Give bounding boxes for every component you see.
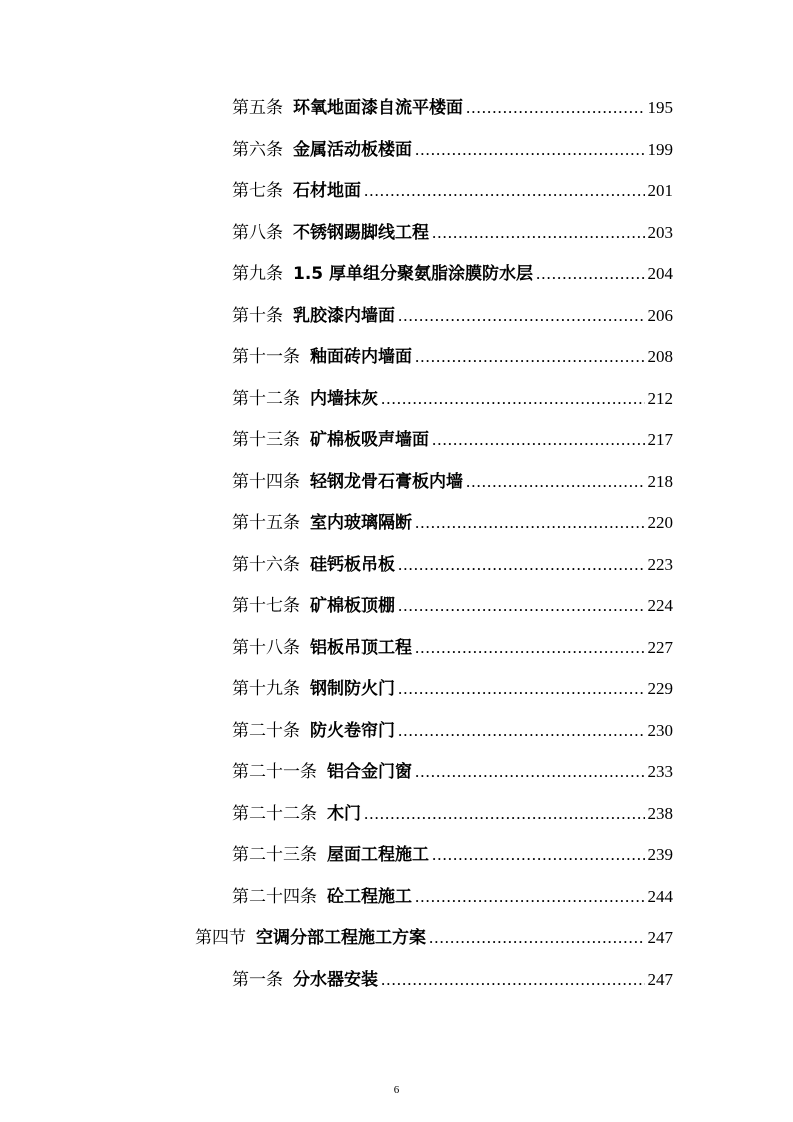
toc-entry[interactable] <box>232 505 673 541</box>
toc-entry-title: 环氧地面漆自流平楼面 <box>293 98 463 118</box>
toc-entry-number: 第十四条 <box>232 471 300 492</box>
toc-dot-leader <box>466 464 645 500</box>
toc-entry-title: 釉面砖内墙面 <box>310 347 412 367</box>
toc-entry[interactable] <box>232 754 673 790</box>
toc-entry-page: 220 <box>647 513 673 532</box>
toc-entry-number: 第二十二条 <box>232 803 317 824</box>
toc-entry[interactable] <box>232 630 673 666</box>
toc-entry-title: 铝板吊顶工程 <box>310 637 412 658</box>
toc-dot-leader <box>432 215 645 251</box>
toc-entry-number: 第七条 <box>232 181 283 201</box>
toc-entry[interactable] <box>232 671 673 707</box>
toc-entry-number: 第一条 <box>232 969 283 990</box>
toc-entry-page: 195 <box>647 98 673 117</box>
toc-entry-number: 第九条 <box>232 264 283 284</box>
toc-dot-leader <box>398 671 645 707</box>
toc-entry-title: 砼工程施工 <box>327 886 412 907</box>
toc-entry[interactable] <box>232 339 673 375</box>
toc-entry-title: 分水器安装 <box>293 969 378 990</box>
toc-entry-title: 木门 <box>327 803 361 824</box>
toc-entry-title: 矿棉板吸声墙面 <box>310 430 429 450</box>
toc-entry-title: 矿棉板顶棚 <box>310 596 395 616</box>
toc-entry-page: 218 <box>647 471 673 491</box>
toc-dot-leader <box>536 256 644 292</box>
toc-dot-leader <box>381 962 645 998</box>
toc-entry-number: 第六条 <box>232 139 283 160</box>
toc-entry-number: 第十条 <box>232 305 283 326</box>
toc-entry-number: 第二十一条 <box>232 762 317 782</box>
toc-entry-page: 244 <box>647 886 673 906</box>
toc-entry-number: 第十二条 <box>232 388 300 409</box>
toc-entry-title: 屋面工程施工 <box>327 845 429 865</box>
toc-dot-leader <box>429 920 645 956</box>
toc-entry-page: 212 <box>647 388 673 408</box>
toc-dot-leader <box>381 381 645 417</box>
toc-entry-page: 206 <box>647 305 673 325</box>
toc-entry-title: 室内玻璃隔断 <box>310 513 412 533</box>
toc-entry[interactable] <box>232 298 673 334</box>
page-number-footer: 6 <box>393 1084 400 1096</box>
toc-entry-number: 第八条 <box>232 222 283 243</box>
toc-entry[interactable] <box>232 90 673 126</box>
toc-entry-title: 防火卷帘门 <box>310 720 395 741</box>
toc-entry-title: 1.5 厚单组分聚氨脂涂膜防水层 <box>293 264 534 284</box>
toc-dot-leader <box>466 90 645 126</box>
toc-dot-leader <box>398 588 645 624</box>
toc-entry-number: 第五条 <box>232 98 283 118</box>
toc-entry[interactable] <box>232 215 673 251</box>
toc-entry-page: 227 <box>647 637 673 657</box>
toc-entry[interactable] <box>232 588 673 624</box>
toc-dot-leader <box>415 879 645 915</box>
toc-dot-leader <box>398 298 645 334</box>
toc-dot-leader <box>364 796 645 832</box>
toc-entry-page: 223 <box>647 554 673 574</box>
toc-entry[interactable] <box>232 381 673 417</box>
toc-entry-page: 230 <box>647 720 673 740</box>
toc-entry-title: 轻钢龙骨石膏板内墙 <box>310 471 463 492</box>
toc-entry[interactable] <box>232 879 673 915</box>
toc-entry-page: 224 <box>647 596 673 615</box>
toc-entry-title: 铝合金门窗 <box>327 762 412 782</box>
toc-entry-title: 不锈钢踢脚线工程 <box>293 222 429 243</box>
toc-entry[interactable] <box>232 132 673 168</box>
toc-dot-leader <box>432 837 645 873</box>
toc-entry-number: 第二十三条 <box>232 845 317 865</box>
toc-dot-leader <box>415 754 645 790</box>
toc-entry-page: 217 <box>647 430 673 449</box>
toc-entry-title: 石材地面 <box>293 181 361 201</box>
toc-entry-number: 第十九条 <box>232 679 300 699</box>
toc-dot-leader <box>398 547 645 583</box>
toc-entry-title: 乳胶漆内墙面 <box>293 305 395 326</box>
toc-entry-page: 229 <box>647 679 673 698</box>
toc-dot-leader <box>415 630 645 666</box>
toc-entry-number: 第二十条 <box>232 720 300 741</box>
toc-entry-number: 第十八条 <box>232 637 300 658</box>
toc-dot-leader <box>398 713 645 749</box>
toc-entry-number: 第四节 <box>195 928 246 948</box>
toc-entry-number: 第二十四条 <box>232 886 317 907</box>
toc-entry[interactable] <box>232 962 673 998</box>
toc-entry-page: 199 <box>647 139 673 159</box>
toc-entry-page: 233 <box>647 762 673 781</box>
toc-entry-page: 247 <box>647 928 673 947</box>
toc-dot-leader <box>364 173 645 209</box>
toc-entry-number: 第十七条 <box>232 596 300 616</box>
toc-entry-page: 238 <box>647 803 673 823</box>
toc-entry-page: 201 <box>647 181 673 200</box>
toc-dot-leader <box>415 132 645 168</box>
toc-entry-title: 空调分部工程施工方案 <box>256 928 426 948</box>
toc-entry-title: 内墙抹灰 <box>310 388 378 409</box>
toc-entry-title: 硅钙板吊板 <box>310 554 395 575</box>
toc-entry[interactable] <box>232 464 673 500</box>
toc-entry-title: 钢制防火门 <box>310 679 395 699</box>
toc-entry-number: 第十一条 <box>232 347 300 367</box>
toc-entry-number: 第十五条 <box>232 513 300 533</box>
toc-entry-page: 247 <box>647 969 673 989</box>
toc-entry-page: 208 <box>647 347 673 366</box>
toc-entry-number: 第十三条 <box>232 430 300 450</box>
toc-entry[interactable] <box>232 422 673 458</box>
toc-section-entry[interactable] <box>195 920 673 956</box>
toc-dot-leader <box>432 422 645 458</box>
toc-entry[interactable] <box>232 837 673 873</box>
toc-entry[interactable] <box>232 547 673 583</box>
toc-entry[interactable] <box>232 256 673 292</box>
toc-entry-title: 金属活动板楼面 <box>293 139 412 160</box>
toc-entry[interactable] <box>232 173 673 209</box>
toc-entry-number: 第十六条 <box>232 554 300 575</box>
toc-dot-leader <box>415 339 645 375</box>
toc-entry-page: 239 <box>647 845 673 864</box>
toc-entry-page: 203 <box>647 222 673 242</box>
toc-dot-leader <box>415 505 645 541</box>
toc-entry[interactable] <box>232 796 673 832</box>
toc-entry-page: 204 <box>647 264 673 283</box>
toc-entry[interactable] <box>232 713 673 749</box>
